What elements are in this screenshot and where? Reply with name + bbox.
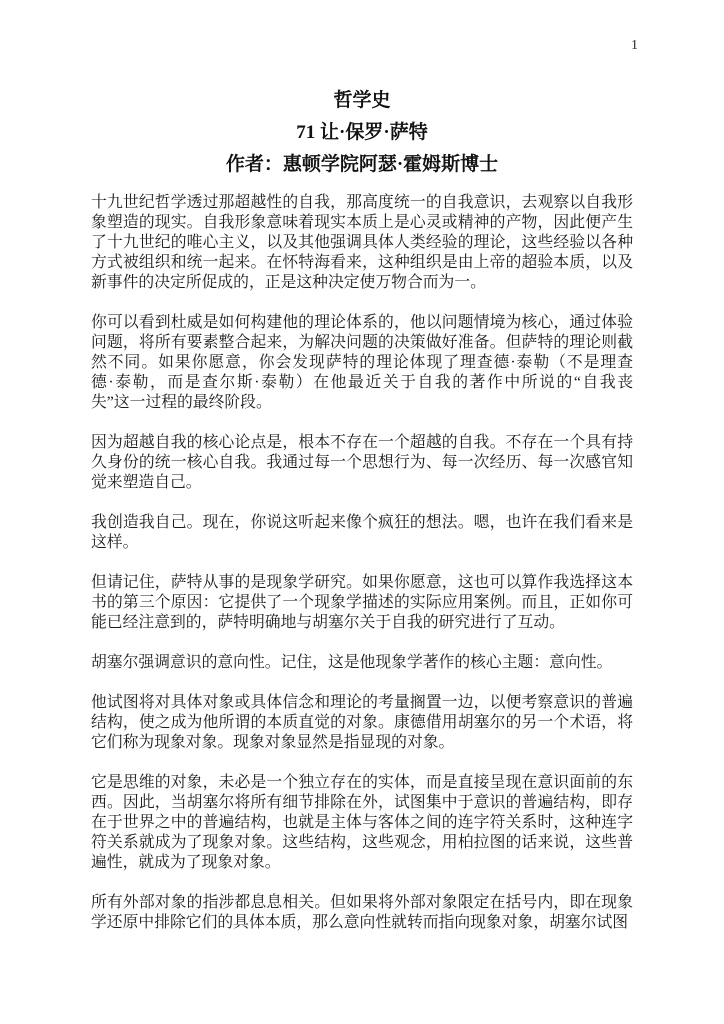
- text-line: 我创造我自己。现在，你说这听起来像个疯狂的想法。嗯，也许在我们看来是: [91, 514, 633, 531]
- text-line: 但请记住，萨特从事的是现象学研究。如果你愿意，这也可以算作我选择这本: [91, 574, 633, 591]
- text-line: 符关系就成为了现象对象。这些结构，这些观念，用柏拉图的话来说，这些普: [91, 834, 633, 851]
- text-line: 失”这一过程的最终阶段。: [91, 394, 272, 411]
- text-line: 问题，将所有要素整合起来，为解决问题的决策做好准备。但萨特的理论则截: [91, 334, 633, 351]
- text-line: 然不同。如果你愿意，你会发现萨特的理论体现了理查德·泰勒（不是理查: [91, 354, 633, 371]
- text-line: 他试图将对具体对象或具体信念和理论的考量搁置一边，以便考察意识的普遍: [91, 694, 633, 711]
- text-line: 它是思维的对象，未必是一个独立存在的实体，而是直接呈现在意识面前的东: [91, 774, 633, 791]
- paragraph: [91, 513, 633, 553]
- document-body: [91, 193, 633, 933]
- paragraph: [91, 773, 633, 873]
- text-line: 学还原中排除它们的具体本质，那么意向性就转而指向现象对象，胡塞尔试图: [91, 914, 629, 931]
- text-line: 觉来塑造自己。: [91, 474, 202, 491]
- author-line: 作者：惠顿学院阿瑟·霍姆斯博士: [225, 154, 499, 175]
- text-line: 遍性，就成为了现象对象。: [91, 854, 281, 871]
- text-line: 十九世纪哲学透过那超越性的自我，那高度统一的自我意识，去观察以自我形: [91, 194, 633, 211]
- text-line: 书的第三个原因：它提供了一个现象学描述的实际应用案例。而且，正如你可: [91, 594, 633, 611]
- text-line: 方式被组织和统一起来。在怀特海看来，这种组织是由上帝的超验本质，以及: [91, 254, 633, 271]
- paragraph: [91, 653, 633, 673]
- paragraph: [91, 573, 633, 633]
- text-line: 这样。: [91, 534, 139, 551]
- text-line: 象塑造的现实。自我形象意味着现实本质上是心灵或精神的产物，因此便产生: [91, 214, 633, 231]
- text-line: 胡塞尔强调意识的意向性。记住，这是他现象学著作的核心主题：意向性。: [91, 654, 613, 671]
- paragraph: [91, 433, 633, 493]
- text-line: 它们称为现象对象。现象对象显然是指显现的对象。: [91, 734, 455, 751]
- text-line: 新事件的决定所促成的，正是这种决定使万物合而为一。: [91, 274, 486, 291]
- text-line: 能已经注意到的，萨特明确地与胡塞尔关于自我的研究进行了互动。: [91, 614, 565, 631]
- paragraph: [91, 693, 633, 753]
- paragraph: [91, 193, 633, 293]
- text-line: 德·泰勒，而是查尔斯·泰勒）在他最近关于自我的著作中所说的“自我丧: [91, 374, 633, 391]
- chapter-title: 71 让·保罗·萨特: [296, 122, 428, 143]
- text-line: 在于世界之中的普遍结构，也就是主体与客体之间的连字符关系时，这种连字: [91, 814, 633, 831]
- paragraph: [91, 893, 633, 933]
- text-line: 因为超越自我的核心论点是，根本不存在一个超越的自我。不存在一个具有持: [91, 434, 633, 451]
- text-line: 你可以看到杜威是如何构建他的理论体系的，他以问题情境为核心，通过体验: [91, 314, 633, 331]
- text-line: 西。因此，当胡塞尔将所有细节排除在外，试图集中于意识的普遍结构，即存: [91, 794, 633, 811]
- text-line: 久身份的统一核心自我。我通过每一个思想行为、每一次经历、每一次感官知: [91, 454, 633, 471]
- document-title: 哲学史: [333, 90, 391, 111]
- page-number: 1: [631, 38, 638, 53]
- paragraph: [91, 313, 633, 413]
- text-line: 了十九世纪的唯心主义，以及其他强调具体人类经验的理论，这些经验以各种: [91, 234, 633, 251]
- document-header: [91, 0, 633, 181]
- text-line: 所有外部对象的指涉都息息相关。但如果将外部对象限定在括号内，即在现象: [91, 894, 633, 911]
- text-line: 结构，使之成为他所谓的本质直觉的对象。康德借用胡塞尔的另一个术语，将: [91, 714, 633, 731]
